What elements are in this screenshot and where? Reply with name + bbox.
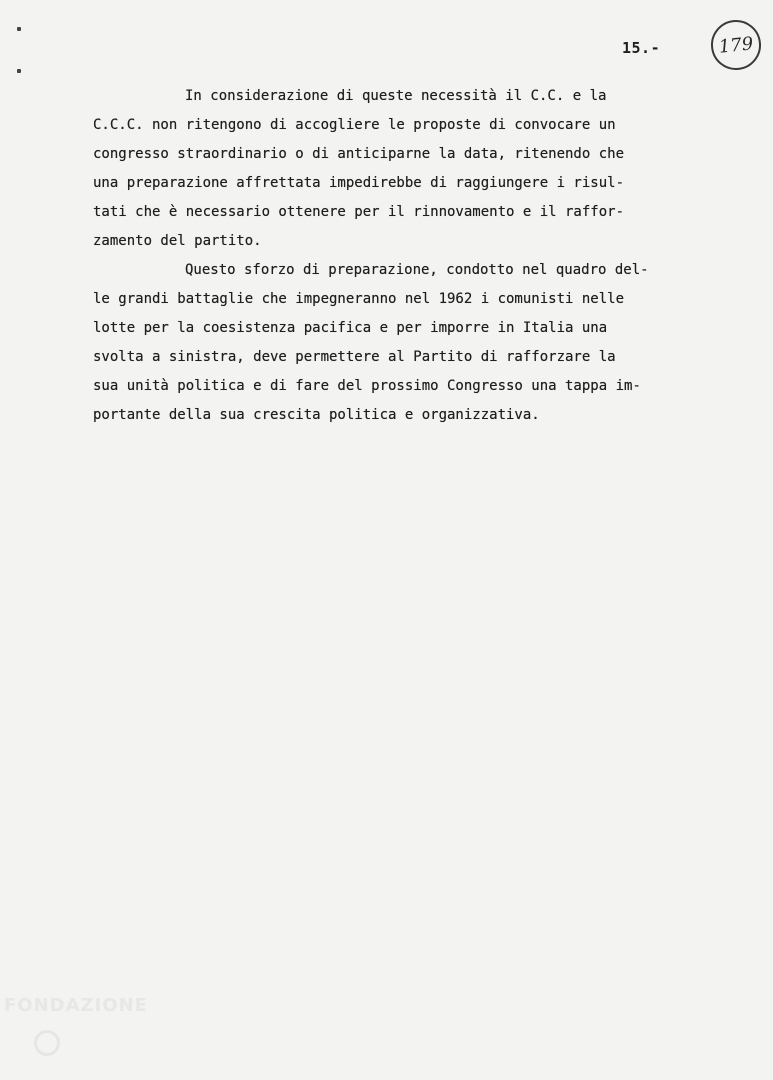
page-number: 15.- xyxy=(622,39,661,57)
document-body xyxy=(93,82,713,430)
text-line: sua unità politica e di fare del prossimo Congresso una tappa im- xyxy=(93,378,641,394)
text-line: svolta a sinistra, deve permettere al Partito di rafforzare la xyxy=(93,349,616,365)
text-line: zamento del partito. xyxy=(93,233,262,249)
text-line: lotte per la coesistenza pacifica e per imporre in Italia una xyxy=(93,320,608,336)
punch-mark xyxy=(17,69,21,73)
watermark-logo-icon xyxy=(34,1030,60,1056)
text-line: portante della sua crescita politica e organizzativa. xyxy=(93,407,540,423)
text-line: tati che è necessario ottenere per il rinnovamento e il raffor- xyxy=(93,204,625,220)
archive-watermark: FONDAZIONE xyxy=(4,995,148,1016)
text-line: Questo sforzo di preparazione, condotto nel quadro del- xyxy=(185,262,649,278)
punch-mark xyxy=(17,27,21,31)
paragraph xyxy=(93,256,713,430)
text-line: una preparazione affrettata impedirebbe di raggiungere i risul- xyxy=(93,175,625,191)
folio-number: 179 xyxy=(717,32,755,58)
text-line: In considerazione di queste necessità il C.C. e la xyxy=(185,88,607,104)
paragraph xyxy=(93,82,713,256)
folio-stamp xyxy=(709,18,764,73)
text-line: congresso straordinario o di anticiparne la data, ritenendo che xyxy=(93,146,625,162)
text-line: C.C.C. non ritengono di accogliere le proposte di convocare un xyxy=(93,117,616,133)
text-line: le grandi battaglie che impegneranno nel 1962 i comunisti nelle xyxy=(93,291,625,307)
